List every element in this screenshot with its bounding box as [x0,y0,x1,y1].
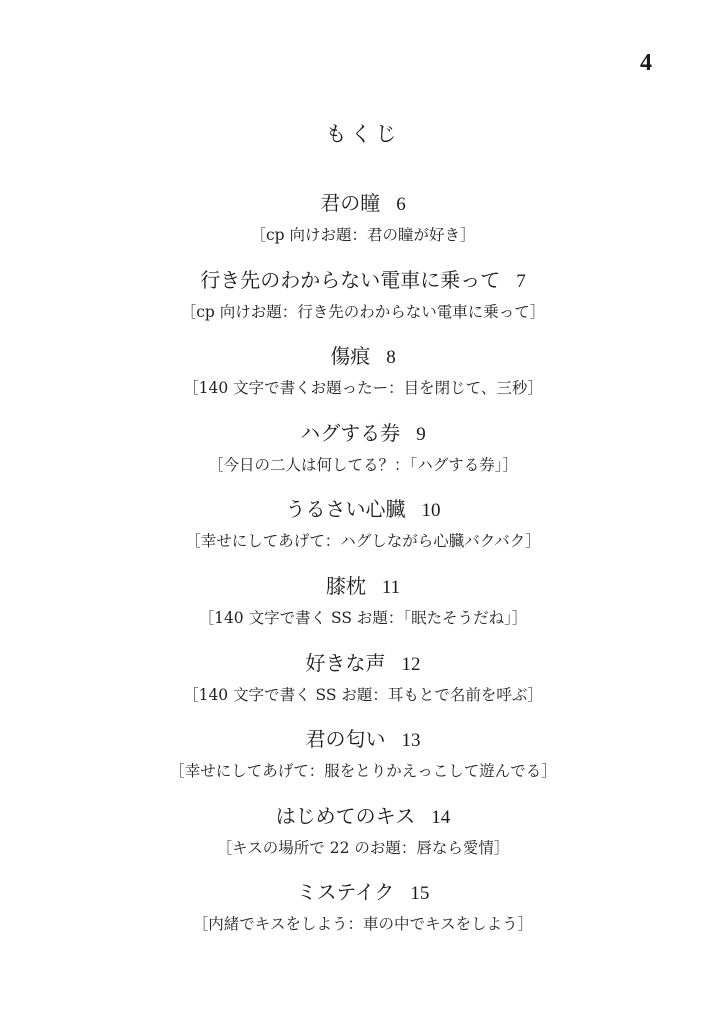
page-number: 4 [640,50,652,76]
entry-line [0,339,726,373]
entry-title: ミステイク [296,880,395,905]
toc-entry [0,875,726,952]
entry-page-number: 13 [401,730,421,752]
entry-page-number: 14 [431,806,451,828]
entry-source: ［内緒でキスをしよう：車の中でキスをしよう］ [192,915,534,934]
toc-entry [0,263,726,340]
entry-line [0,263,726,297]
entry-page-number: 9 [416,423,426,445]
entry-source: ［幸せにしてあげて：服をとりかえっこして遊んでる］ [169,762,557,781]
toc-entry [0,646,726,723]
entry-title: 好きな声 [305,650,386,675]
entry-page-number: 12 [401,653,421,675]
entry-page-number: 8 [386,347,396,369]
toc-entry [0,799,726,876]
entry-line [0,492,726,526]
entry-title: うるさい心臓 [285,497,406,522]
entry-title: 君の瞳 [320,191,381,215]
entry-line [0,799,726,833]
toc-entry [0,416,726,493]
entry-title: 君の匂い [305,727,386,752]
entry-line [0,569,726,603]
entry-line [0,646,726,680]
entry-source: ［幸せにしてあげて：ハグしながら心臓バクバク］ [185,532,541,551]
toc-entry [0,186,726,263]
entry-line [0,875,726,909]
entry-title: ハグする券 [300,420,401,445]
entry-source: ［今日の二人は何してる？：「ハグする券」］ [207,455,518,474]
entry-page-number: 6 [396,194,406,215]
entry-source: ［140 文字で書く SS お題：耳もとで名前を呼ぶ］ [183,685,543,704]
entry-source: ［cp 向けお題：君の瞳が好き］ [250,226,476,244]
entry-title: はじめてのキス [275,803,416,828]
toc-heading: もくじ [325,122,401,146]
entry-source: ［cp 向けお題：行き先のわからない電車に乗って］ [180,302,546,321]
entry-line [0,722,726,756]
toc-list [0,186,726,952]
entry-source: ［140 文字で書く SS お題：「眠たそうだね」］ [198,608,528,627]
toc-entry [0,722,726,799]
entry-line [0,186,726,220]
entry-line [0,416,726,450]
entry-title: 傷痕 [330,344,371,369]
entry-page-number: 15 [410,883,430,905]
entry-page-number: 7 [516,270,526,292]
entry-title: 行き先のわからない電車に乗って [200,267,501,292]
entry-page-number: 10 [421,500,441,522]
entry-source: ［140 文字で書くお題ったー：目を閉じて、三秒］ [183,379,543,398]
toc-entry [0,569,726,646]
entry-title: 膝枕 [325,573,366,598]
entry-source: ［キスの場所で 22 のお題：唇なら愛情］ [216,838,510,857]
toc-entry [0,492,726,569]
entry-page-number: 11 [381,576,401,598]
toc-entry [0,339,726,416]
